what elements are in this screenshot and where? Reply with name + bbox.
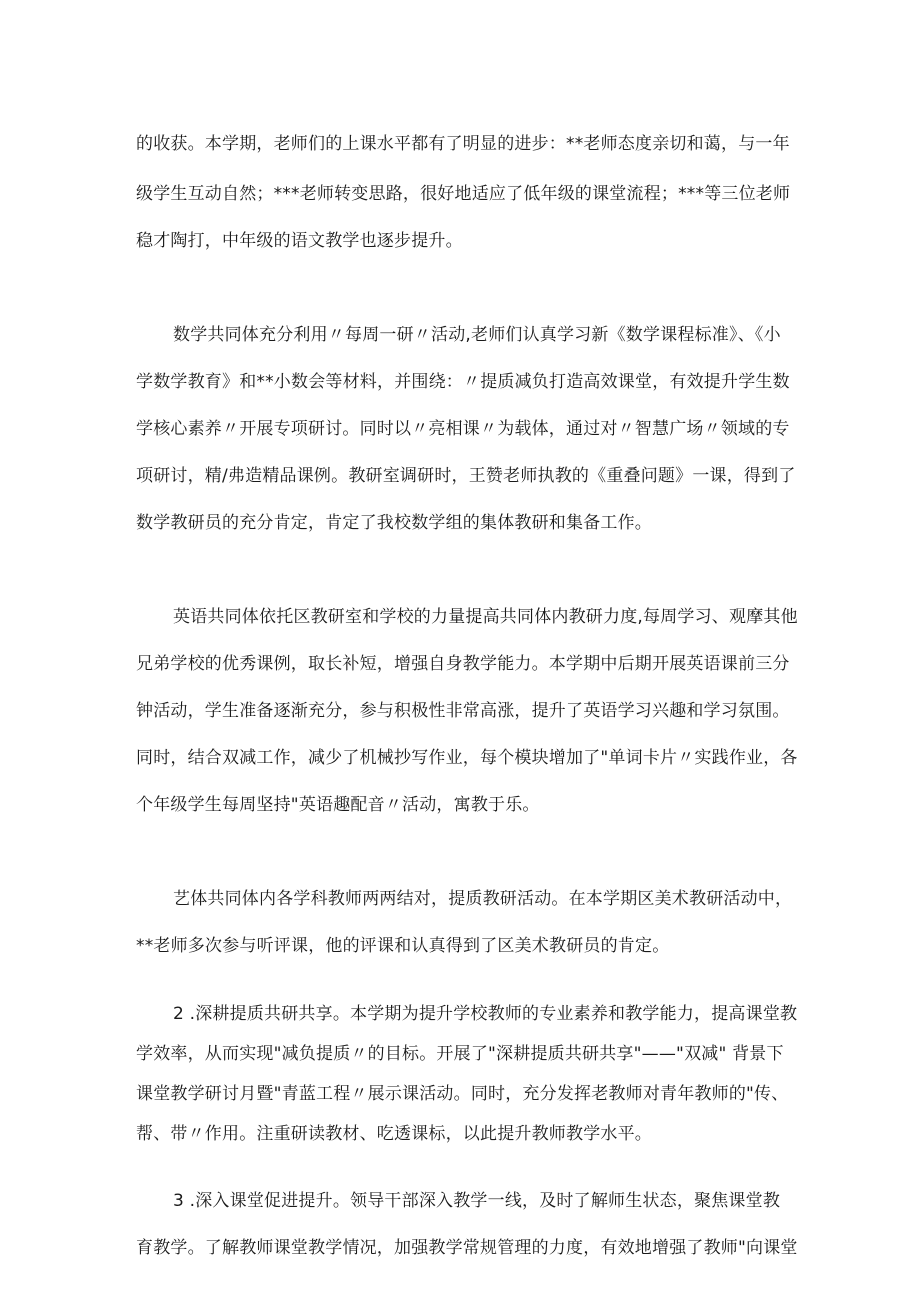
text-line: 学核心素养〃开展专项研讨。同时以〃亮相课〃为载体，通过对〃智慧广场〃领域的专 (136, 419, 790, 439)
text-line: 3 .深入课堂促进提升。领导干部深入教学一线，及时了解师生状态，聚焦课堂教 (173, 1191, 781, 1211)
text-line: 个年级学生每周坚持"英语趣配音〃活动，寓教于乐。 (136, 795, 540, 815)
text-line: 帮、带〃作用。注重研读教材、吃透课标，以此提升教师教学水平。 (136, 1124, 652, 1144)
text-line: 数学共同体充分利用〃每周一研〃活动,老师们认真学习新《数学课程标准》、《小 (173, 325, 781, 345)
text-line: 钟活动，学生准备逐渐充分，参与积极性非常高涨，提升了英语学习兴趣和学习氛围。 (136, 701, 790, 721)
text-line: 学效率，从而实现"减负提质〃的目标。开展了"深耕提质共研共享"——"双减" 背景下 (136, 1044, 784, 1064)
text-line: 级学生互动自然；***老师转变思路，很好地适应了低年级的课堂流程；***等三位老师 (136, 184, 791, 204)
text-line: 数学教研员的充分肯定，肯定了我校数学组的集体教研和集备工作。 (136, 513, 652, 533)
text-line: 学数学教育》和**小数会等材料，并围绕：〃提质减负打造高效课堂，有效提升学生数 (136, 372, 790, 392)
text-line: 稳才陶打，中年级的语文教学也逐步提升。 (136, 231, 463, 251)
text-line: 同时，结合双减工作，减少了机械抄写作业，每个模块增加了"单词卡片〃实践作业，各 (136, 748, 798, 768)
text-line: 兄弟学校的优秀课例，取长补短，增强自身教学能力。本学期中后期开展英语课前三分 (136, 654, 790, 674)
text-line: 英语共同体依托区教研室和学校的力量提高共同体内教研力度,每周学习、观摩其他 (173, 607, 798, 627)
text-line: 课堂教学研讨月暨"青蓝工程〃展示课活动。同时，充分发挥老教师对青年教师的"传、 (136, 1084, 789, 1104)
text-line: 育教学。了解教师课堂教学情况，加强教学常规管理的力度，有效地增强了教师"向课堂 (136, 1238, 798, 1258)
text-line: 项研讨，精/弗造精品课例。教研室调研时，王赞老师执教的《重叠问题》一课，得到了 (136, 466, 796, 486)
text-line: 2 .深耕提质共研共享。本学期为提升学校教师的专业素养和教学能力，提高课堂教 (173, 1004, 798, 1024)
text-line: **老师多次参与听评课，他的评课和认真得到了区美术教研员的肯定。 (136, 936, 670, 956)
text-line: 的收获。本学期，老师们的上课水平都有了明显的进步：**老师态度亲切和蔼，与一年 (136, 134, 790, 154)
text-line: 艺体共同体内各学科教师两两结对，提质教研活动。在本学期区美术教研活动中， (173, 889, 793, 909)
